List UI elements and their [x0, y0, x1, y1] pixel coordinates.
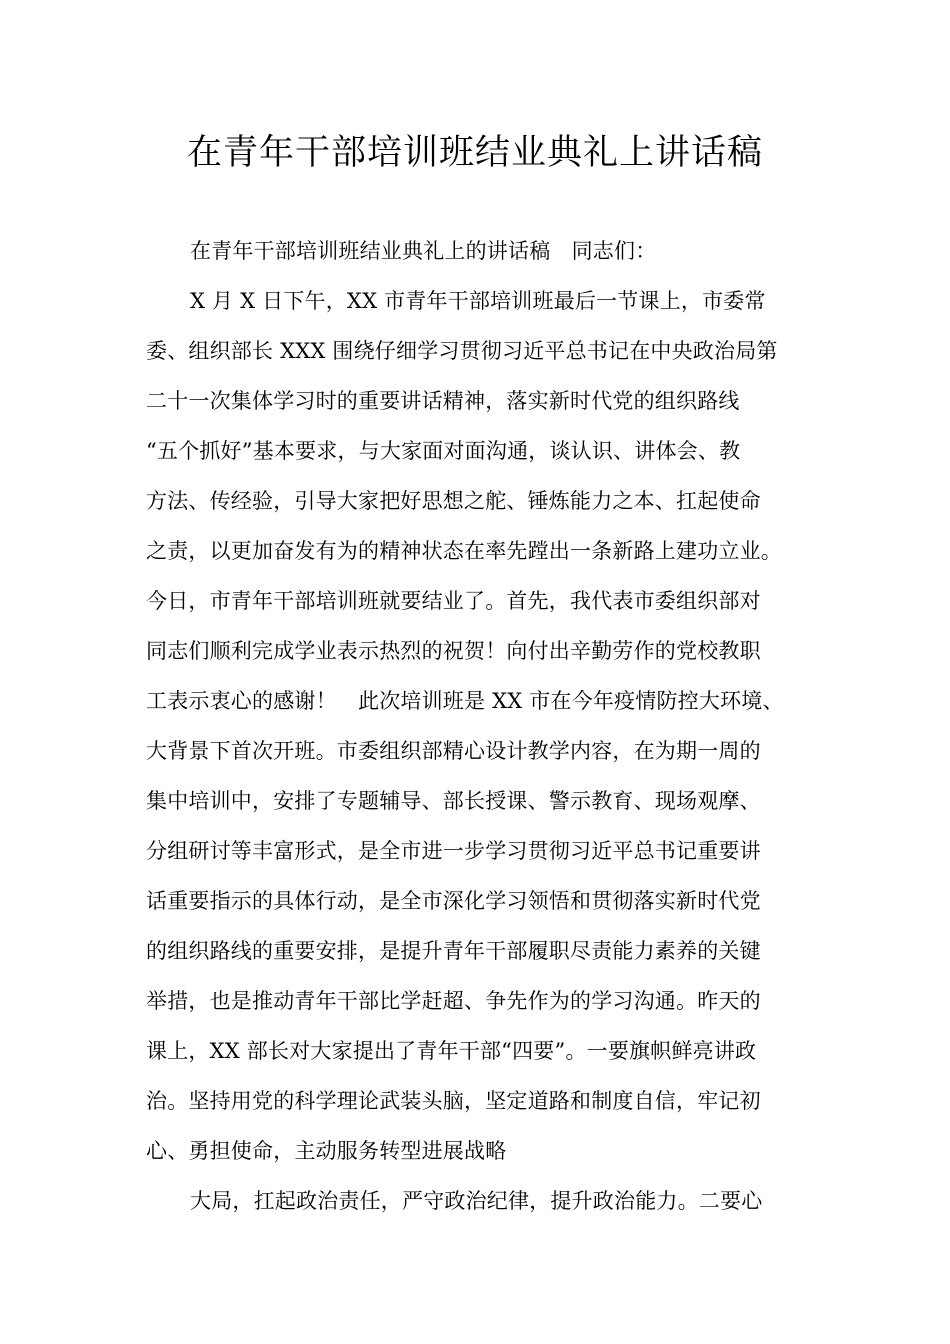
- paragraph-line: 二十一次集体学习时的重要讲话精神，落实新时代党的组织路线: [146, 389, 740, 413]
- paragraph-line: 大背景下首次开班。市委组织部精心设计教学内容，在为期一周的: [146, 739, 761, 763]
- paragraph-line: 今日，市青年干部培训班就要结业了。首先，我代表市委组织部对: [146, 589, 761, 613]
- paragraph-line: 课上，XX 部长对大家提出了青年干部“四要”。一要旗帜鲜亮讲政: [146, 1039, 757, 1063]
- paragraph-line: 同志们顺利完成学业表示热烈的祝贺！向付出辛勤劳作的党校教职: [146, 639, 761, 663]
- paragraph-line: 集中培训中，安排了专题辅导、部长授课、警示教育、现场观摩、: [146, 789, 761, 813]
- paragraph-line: 大局，扛起政治责任，严守政治纪律，提升政治能力。二要心: [190, 1189, 763, 1213]
- paragraph-line: 话重要指示的具体行动，是全市深化学习领悟和贯彻落实新时代党: [146, 889, 761, 913]
- paragraph-line: 委、组织部长 XXX 围绕仔细学习贯彻习近平总书记在中央政治局第: [146, 339, 778, 363]
- paragraph-line: 在青年干部培训班结业典礼上的讲话稿 同志们：: [190, 239, 657, 263]
- paragraph-line: “五个抓好”基本要求，与大家面对面沟通，谈认识、讲体会、教: [146, 439, 741, 463]
- paragraph-line: 工表示衷心的感谢！ 此次培训班是 XX 市在今年疫情防控大环境、: [146, 689, 784, 713]
- paragraph-line: 之责，以更加奋发有为的精神状态在率先蹚出一条新路上建功立业。: [146, 539, 782, 563]
- paragraph-line: 举措，也是推动青年干部比学赶超、争先作为的学习沟通。昨天的: [146, 989, 761, 1013]
- paragraph-line: X 月 X 日下午，XX 市青年干部培训班最后一节课上，市委常: [190, 289, 766, 313]
- paragraph-line: 的组织路线的重要安排，是提升青年干部履职尽责能力素养的关键: [146, 939, 761, 963]
- paragraph-line: 方法、传经验，引导大家把好思想之舵、锤炼能力之本、扛起使命: [146, 489, 761, 513]
- paragraph-line: 分组研讨等丰富形式，是全市进一步学习贯彻习近平总书记重要讲: [146, 839, 761, 863]
- paragraph-line: 治。坚持用党的科学理论武装头脑，坚定道路和制度自信，牢记初: [146, 1089, 761, 1113]
- paragraph-line: 心、勇担使命，主动服务转型进展战略: [146, 1139, 507, 1163]
- document-title: 在青年干部培训班结业典礼上讲话稿: [186, 133, 763, 173]
